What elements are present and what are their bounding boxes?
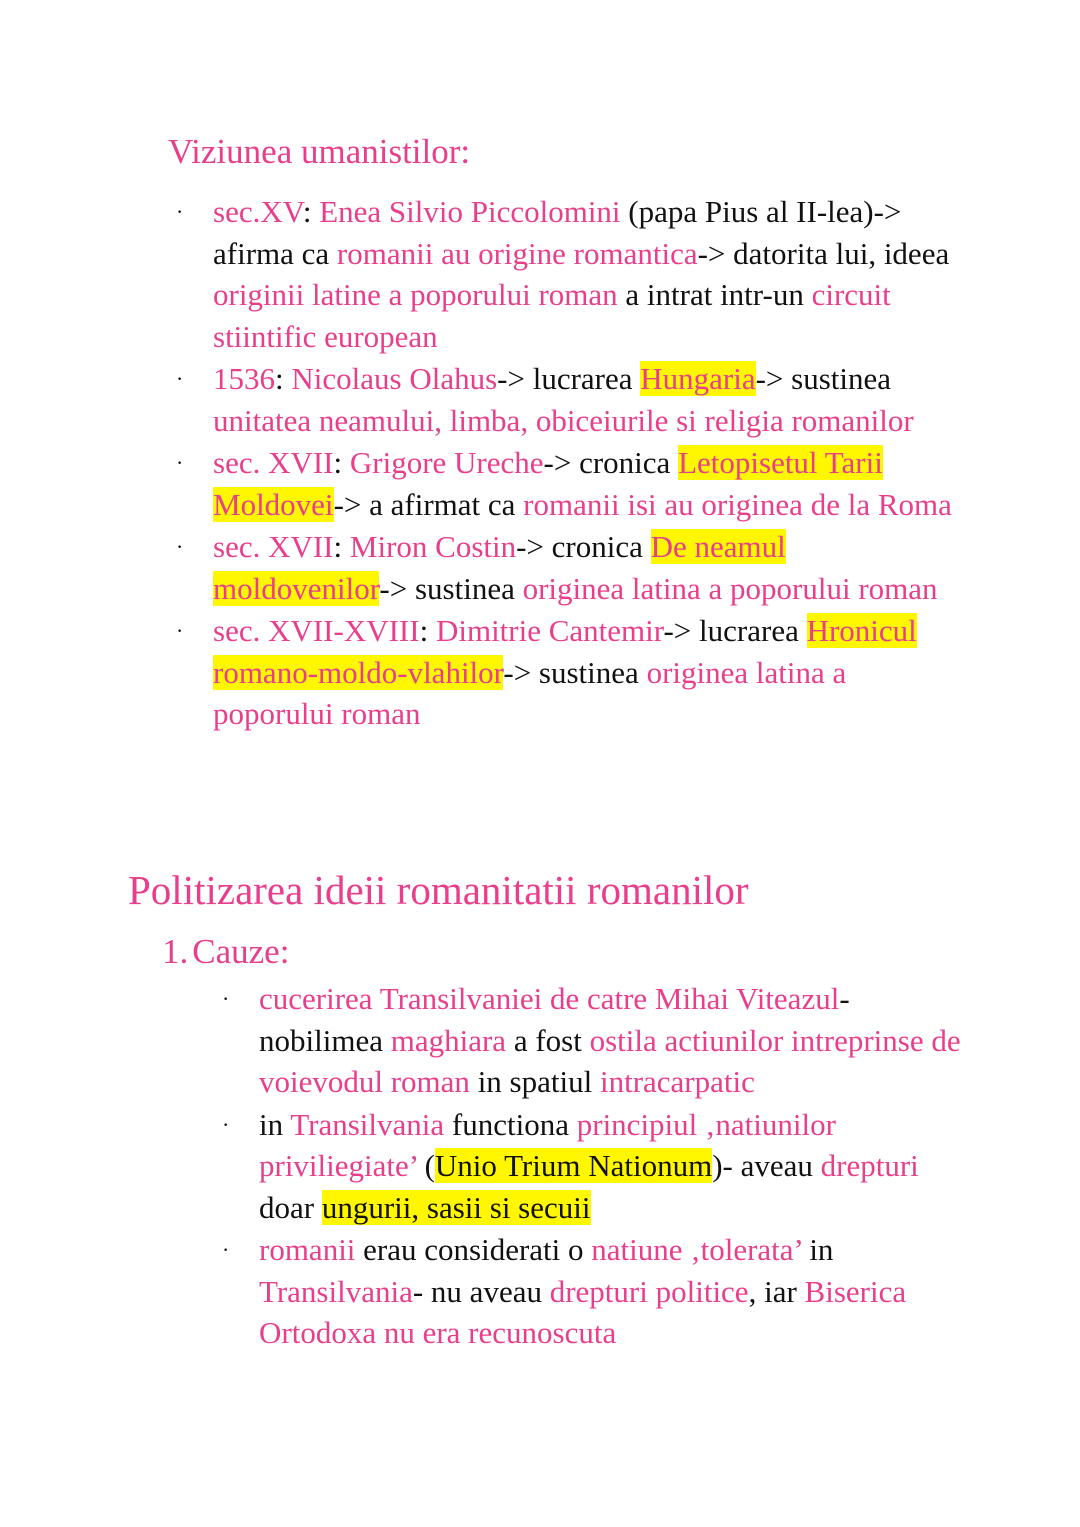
text-segment: : xyxy=(333,445,350,480)
text-segment: circuit stiintific european xyxy=(213,277,891,354)
text-segment: Biserica Ortodoxa nu era recunoscuta xyxy=(259,1273,907,1350)
text-segment: : xyxy=(419,613,436,648)
text-segment: originea latina a poporului roman xyxy=(522,570,938,606)
highlighted-text: Letopisetul Tarii Moldovei xyxy=(213,445,883,522)
text-segment: -> sustinea xyxy=(503,654,647,690)
text-segment: -> cronica xyxy=(516,529,651,564)
text-segment: ( xyxy=(416,1148,435,1183)
text-segment: -> sustinea xyxy=(755,361,892,396)
text-segment: sec. XVII-XVIII xyxy=(213,613,420,648)
text-segment: (papa Pius al II-lea)-> afirma ca xyxy=(213,194,902,271)
section-title-politizarea: Politizarea ideii romanitatii romanilor xyxy=(128,867,749,913)
text-segment: cucerirea Transilvaniei de catre Mihai Viteazul xyxy=(259,981,840,1016)
text-segment: - nobilimea xyxy=(259,981,850,1058)
text-segment: erau considerati o xyxy=(355,1232,592,1267)
highlighted-text: Hronicul romano-moldo-vlahilor xyxy=(213,613,917,690)
bullet-dot-icon: · xyxy=(222,1237,230,1262)
subsection-number: 1. xyxy=(162,932,189,971)
text-segment: unitatea neamului, limba, obiceiurile si religia romanilor xyxy=(213,402,914,438)
text-segment: sec. XVII xyxy=(213,445,334,480)
text-segment: in spatiul xyxy=(469,1064,600,1099)
text-segment: a intrat intr-un xyxy=(617,277,812,312)
text-segment: Transilvania xyxy=(259,1273,413,1309)
text-segment: -> lucrarea xyxy=(497,361,641,396)
text-segment: originea latina a poporului roman xyxy=(213,654,847,731)
text-segment: doar xyxy=(259,1189,322,1225)
highlighted-text: Unio Trium Nationum xyxy=(434,1148,713,1183)
cauze-item xyxy=(213,1104,963,1229)
text-segment: -> cronica xyxy=(543,445,679,480)
cauze-item xyxy=(213,978,963,1103)
text-segment: Enea Silvio Piccolomini xyxy=(319,194,621,229)
text-segment: romanii isi au originea de la Roma xyxy=(523,486,952,522)
text-segment: natiune ‚tolerata’ xyxy=(591,1232,802,1267)
text-segment: : xyxy=(275,361,292,396)
bullet-dot-icon: · xyxy=(222,1111,230,1137)
text-segment: in xyxy=(801,1232,834,1267)
text-segment: romanii xyxy=(259,1232,356,1267)
text-segment: -> lucrarea xyxy=(663,613,807,648)
text-segment: principiul ‚natiunilor priviliegiate’ xyxy=(259,1106,836,1183)
viziunea-item xyxy=(167,442,967,525)
text-segment: : xyxy=(302,194,320,229)
text-segment: Transilvania xyxy=(290,1106,445,1142)
text-segment: 1536 xyxy=(213,361,275,396)
bullet-dot-icon: · xyxy=(222,986,230,1011)
text-segment: romanii au origine romantica xyxy=(336,235,698,271)
highlighted-text: De neamul moldovenilor xyxy=(213,529,786,606)
text-segment: a fost xyxy=(506,1022,590,1058)
text-segment: Miron Costin xyxy=(349,529,517,564)
text-segment: )- aveau xyxy=(712,1148,821,1183)
viziunea-item xyxy=(167,526,967,609)
text-segment: sec. XVII xyxy=(213,529,334,564)
text-segment: drepturi xyxy=(820,1148,919,1183)
text-segment: in xyxy=(259,1106,291,1142)
highlighted-text: Hungaria xyxy=(640,361,756,396)
text-segment: Dimitrie Cantemir xyxy=(435,613,664,648)
text-segment: ostila actiunilor intreprinse de voievodul roman xyxy=(259,1022,961,1099)
viziunea-item xyxy=(167,191,967,357)
text-segment: -> sustinea xyxy=(379,570,523,606)
text-segment: maghiara xyxy=(390,1022,507,1058)
bullet-dot-icon: · xyxy=(176,618,184,643)
text-segment: Grigore Ureche xyxy=(349,445,544,480)
viziunea-item xyxy=(167,610,967,735)
subsection-label: Cauze: xyxy=(192,932,290,971)
text-segment: sec.XV xyxy=(213,194,303,229)
bullet-dot-icon: · xyxy=(176,450,184,475)
text-segment: -> a afirmat ca xyxy=(333,486,524,522)
cauze-item xyxy=(213,1229,963,1354)
bullet-dot-icon: · xyxy=(176,366,184,391)
bullet-dot-icon: · xyxy=(176,199,184,224)
text-segment: , iar xyxy=(748,1273,805,1309)
text-segment: originii latine a poporului roman xyxy=(213,277,618,312)
bullet-dot-icon: · xyxy=(176,534,184,559)
text-segment: -> datorita lui, ideea xyxy=(697,235,950,271)
section-title-viziunea: Viziunea umanistilor: xyxy=(168,132,471,171)
subsection-title-cauze xyxy=(162,930,289,974)
cauze-bullet-list xyxy=(213,978,963,1354)
text-segment: intracarpatic xyxy=(599,1064,755,1099)
text-segment: drepturi politice xyxy=(549,1273,749,1309)
text-segment: : xyxy=(333,529,350,564)
viziunea-item xyxy=(167,358,967,441)
highlighted-text: ungurii, sasii si secuii xyxy=(321,1189,591,1225)
text-segment: functiona xyxy=(444,1106,577,1142)
text-segment: Nicolaus Olahus xyxy=(291,361,498,396)
text-segment: - nu aveau xyxy=(412,1273,550,1309)
viziunea-bullet-list xyxy=(167,191,967,735)
